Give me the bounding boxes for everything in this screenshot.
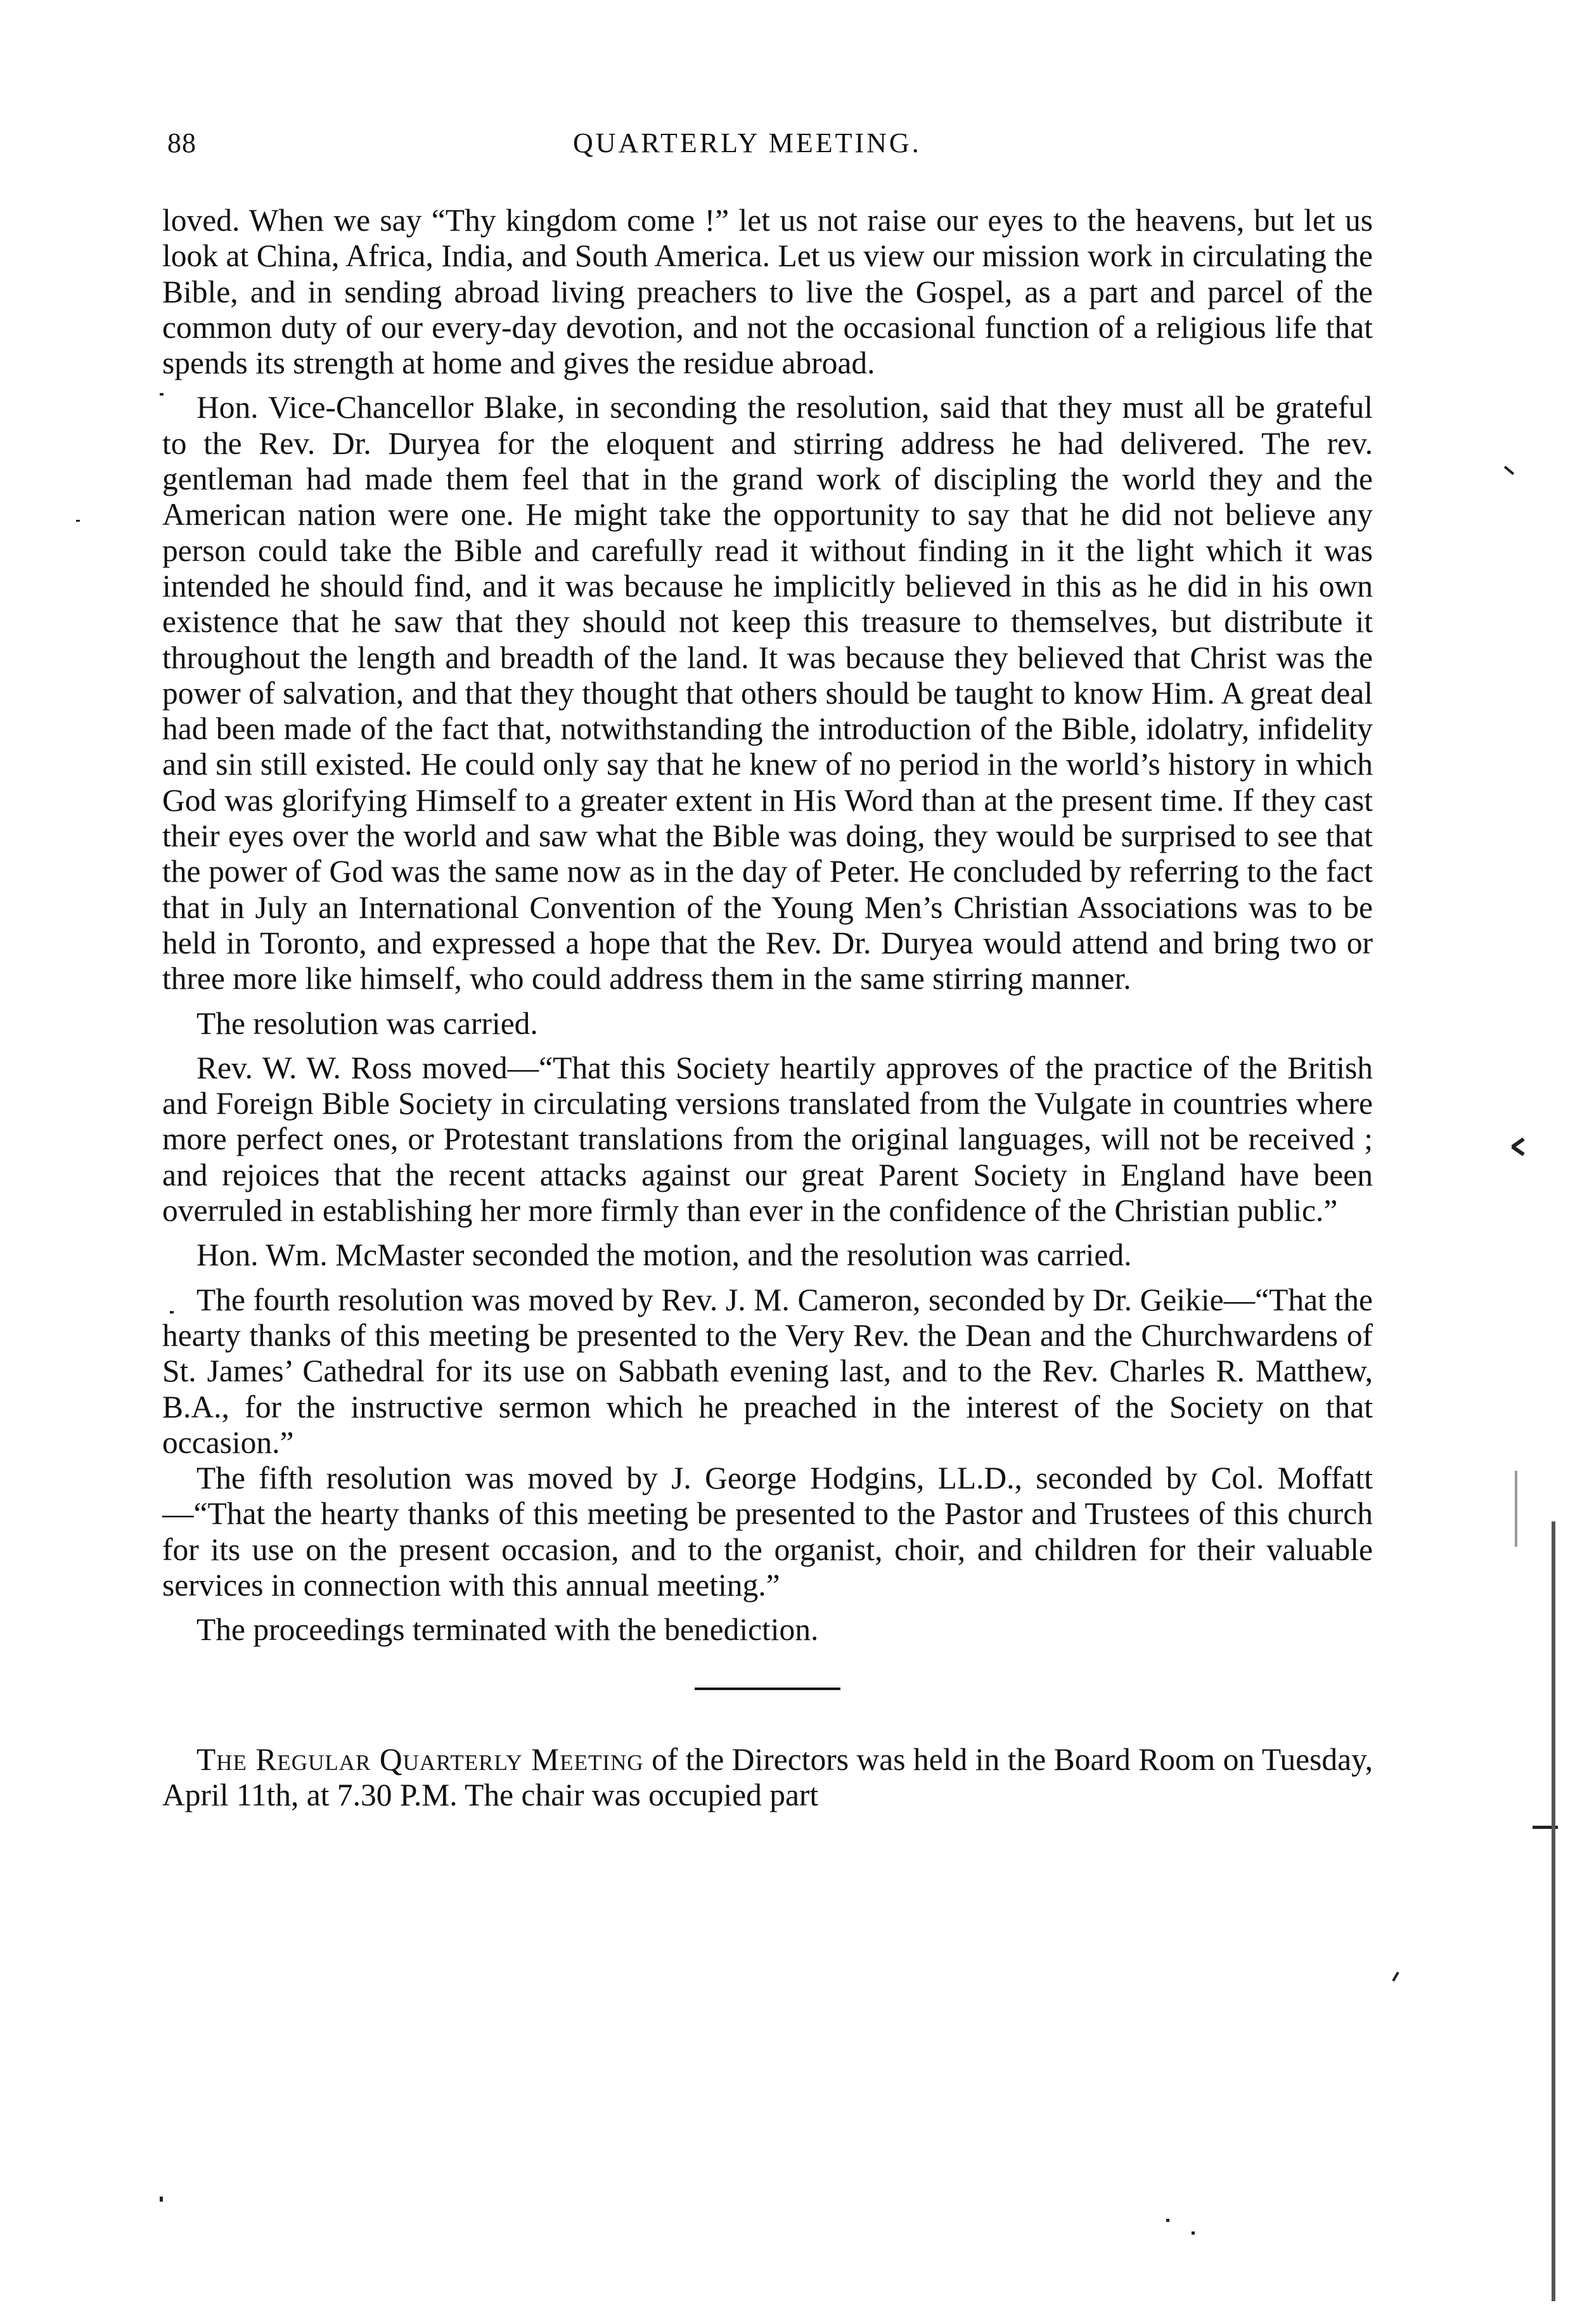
speck: [170, 1311, 174, 1314]
paragraph: Rev. W. W. Ross moved—“That this Society heartily approves of the practice of the British and Foreign Bible Society in circulating versions translated from the Vulgate in countries where more perfect ones, or Protestant translations from the original languages, will not be received ; and rejoices that the recent attacks against our great Parent Society in England have been overruled in establishing her more firmly than ever in the confidence of the Christian public.”: [162, 1050, 1373, 1229]
speck: [1166, 2219, 1169, 2222]
section-divider: [695, 1688, 840, 1690]
paragraph-text: of the Directors was held in the Board Room on Tuesday, April 11th, at 7.30 P.M. The chair was occupied part: [162, 1741, 1373, 1812]
paragraph-regular-meeting: [162, 1742, 1373, 1814]
speck: [1192, 2231, 1195, 2235]
scan-edge: [1552, 1521, 1555, 2301]
paragraph: loved. When we say “Thy kingdom come !” let us not raise our eyes to the heavens, but let us look at China, Africa, India, and South America. Let us view our mission work in circulating the Bible, and in sending abroad living preachers to live the Gospel, as a part and parcel of the common duty of our every-day devotion, and not the occasional function of a religious life that spends its strength at home and gives the residue abroad.: [162, 203, 1373, 381]
paragraph: The proceedings terminated with the benediction.: [196, 1612, 819, 1648]
margin-mark: [1515, 1471, 1517, 1547]
small-caps-lead-in: The Regular Quarterly Meeting: [196, 1741, 644, 1777]
paragraph: Hon. Wm. McMaster seconded the motion, and the resolution was carried.: [196, 1237, 1132, 1273]
page-header: [167, 127, 1372, 171]
margin-mark: [1392, 1972, 1399, 1982]
paragraph: The fourth resolution was moved by Rev. J. M. Cameron, seconded by Dr. Geikie—“That the hearty thanks of this meeting be presented to the Very Rev. the Dean and the Churchwardens of St. James’ Cathedral for its use on Sabbath evening last, and to the Rev. Charles R. Matthew, B.A., for the instructive sermon which he preached in the interest of the Society on that occasion.”: [162, 1282, 1373, 1460]
page-number: 88: [167, 127, 196, 158]
margin-mark: [1511, 1145, 1524, 1156]
speck: [76, 520, 80, 522]
paragraph: The resolution was carried.: [196, 1005, 538, 1041]
speck: [160, 2197, 163, 2202]
speck: [160, 393, 164, 396]
text-column: [162, 203, 1373, 1813]
running-head: QUARTERLY MEETING.: [573, 127, 922, 158]
paragraph: Hon. Vice-Chancellor Blake, in seconding the resolution, said that they must all be grateful to the Rev. Dr. Duryea for the eloquent and stirring address he had delivered. The rev. gentleman had made them feel that in the grand work of discipling the world they and the American nation were one. He might take the opportunity to say that he did not believe any person could take the Bible and carefully read it without finding in it the light which it was intended he should find, and it was because he implicitly believed in this as he did in his own existence that he saw that they should not keep this treasure to themselves, but distribute it throughout the length and breadth of the land. It was because they believed that Christ was the power of salvation, and that they thought that others should be taught to know Him. A great deal had been made of the fact that, notwithstanding the introduction of the Bible, idolatry, infidelity and sin still existed. He could only say that he knew of no period in the world’s history in which God was glorifying Himself to a greater extent in His Word than at the present time. If they cast their eyes over the world and saw what the Bible was doing, they would be surprised to see that the power of God was the same now as in the day of Peter. He concluded by referring to the fact that in July an International Convention of the Young Men’s Christian Associations was to be held in Toronto, and expressed a hope that the Rev. Dr. Duryea would attend and bring two or three more like himself, who could address them in the same stirring manner.: [162, 390, 1373, 997]
paragraph: The fifth resolution was moved by J. George Hodgins, LL.D., seconded by Col. Moffatt—“That the hearty thanks of this meeting be presented to the Pastor and Trustees of this church for its use on the present occasion, and to the organist, choir, and children for their valuable services in connection with this annual meeting.”: [162, 1461, 1373, 1603]
margin-mark: [1504, 466, 1514, 475]
